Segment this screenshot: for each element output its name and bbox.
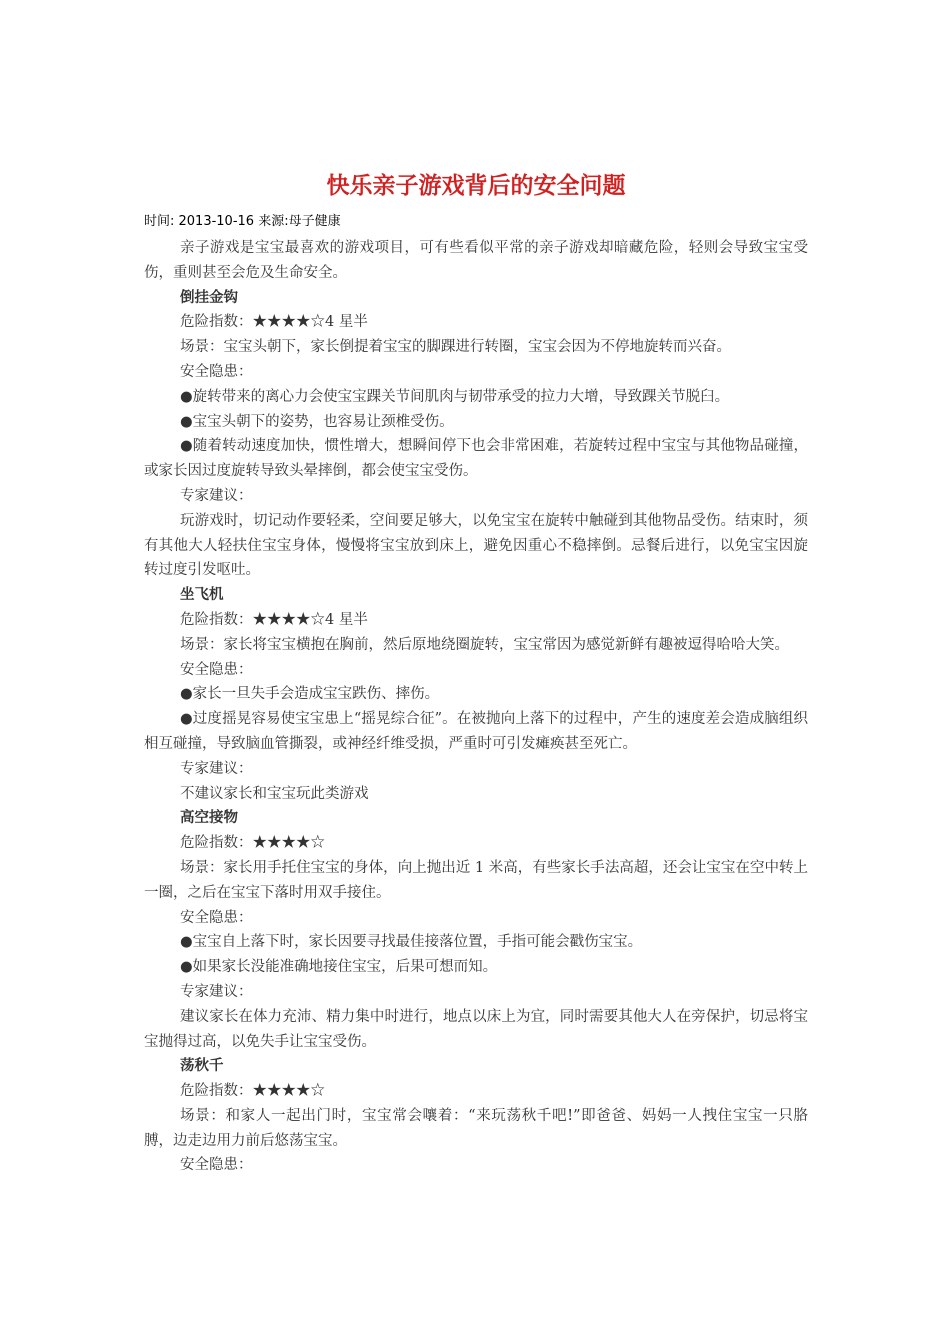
danger-index: 危险指数：★★★★☆ bbox=[180, 1083, 325, 1100]
article-body bbox=[144, 236, 808, 1178]
scene-text: 场景：家长将宝宝横抱在胸前，然后原地绕圈旋转，宝宝常因为感觉新鲜有趣被逗得哈哈大笑。 bbox=[180, 636, 789, 653]
advice-label: 专家建议： bbox=[180, 487, 253, 504]
hazard-item: ●如果家长没能准确地接住宝宝，后果可想而知。 bbox=[180, 959, 498, 976]
hazard-item: ●家长一旦失手会造成宝宝跌伤、摔伤。 bbox=[180, 686, 440, 703]
hazard-label: 安全隐患： bbox=[180, 363, 253, 380]
scene-text: 场景：家长用手托住宝宝的身体，向上抛出近 1 米高，有些家长手法高超，还会让宝宝在空中转上一圈，之后在宝宝下落时用双手接住。 bbox=[144, 859, 808, 901]
hazard-item: ●宝宝自上落下时，家长因要寻找最佳接落位置，手指可能会戳伤宝宝。 bbox=[180, 934, 643, 951]
section-heading: 倒挂金钩 bbox=[180, 289, 238, 306]
hazard-label: 安全隐患： bbox=[180, 909, 253, 926]
intro-paragraph: 亲子游戏是宝宝最喜欢的游戏项目，可有些看似平常的亲子游戏却暗藏危险，轻则会导致宝宝受伤，重则甚至会危及生命安全。 bbox=[144, 240, 808, 281]
advice-label: 专家建议： bbox=[180, 760, 253, 777]
hazard-item: ●随着转动速度加快，惯性增大，想瞬间停下也会非常困难，若旋转过程中宝宝与其他物品碰撞，或家长因过度旋转导致头晕摔倒，都会使宝宝受伤。 bbox=[144, 438, 808, 480]
danger-index: 危险指数：★★★★☆ bbox=[180, 835, 325, 852]
hazard-item: ●宝宝头朝下的姿势，也容易让颈椎受伤。 bbox=[180, 413, 454, 430]
hazard-label: 安全隐患： bbox=[180, 1157, 253, 1174]
section-heading: 荡秋千 bbox=[180, 1058, 224, 1075]
advice-label: 专家建议： bbox=[180, 983, 253, 1000]
section-heading: 高空接物 bbox=[180, 810, 238, 827]
advice-text: 玩游戏时，切记动作要轻柔，空间要足够大，以免宝宝在旋转中触碰到其他物品受伤。结束时，须有其他大人轻扶住宝宝身体，慢慢将宝宝放到床上，避免因重心不稳摔倒。忌餐后进行，以免宝宝因旋转过度引发呕吐。 bbox=[144, 512, 808, 579]
scene-text: 场景：宝宝头朝下，家长倒提着宝宝的脚踝进行转圈，宝宝会因为不停地旋转而兴奋。 bbox=[180, 339, 731, 356]
hazard-label: 安全隐患： bbox=[180, 661, 253, 678]
scene-text: 场景：和家人一起出门时，宝宝常会嚷着：“来玩荡秋千吧!”即爸爸、妈妈一人拽住宝宝一只胳膊，边走边用力前后悠荡宝宝。 bbox=[144, 1107, 808, 1149]
danger-index: 危险指数：★★★★☆4 星半 bbox=[180, 314, 368, 331]
hazard-item: ●旋转带来的离心力会使宝宝踝关节间肌肉与韧带承受的拉力大增，导致踝关节脱臼。 bbox=[180, 388, 730, 405]
danger-index: 危险指数：★★★★☆4 星半 bbox=[180, 611, 368, 628]
section-heading: 坐飞机 bbox=[180, 587, 224, 604]
document-page bbox=[144, 168, 808, 1178]
hazard-item: ●过度摇晃容易使宝宝患上“摇晃综合征”。在被抛向上落下的过程中，产生的速度差会造成脑组织相互碰撞，导致脑血管撕裂，或神经纤维受损，严重时可引发瘫痪甚至死亡。 bbox=[144, 711, 808, 752]
advice-text: 不建议家长和宝宝玩此类游戏 bbox=[180, 785, 369, 802]
article-title: 快乐亲子游戏背后的安全问题 bbox=[326, 173, 626, 199]
advice-text: 建议家长在体力充沛、精力集中时进行，地点以床上为宜，同时需要其他大人在旁保护，切忌将宝宝抛得过高，以免失手让宝宝受伤。 bbox=[144, 1008, 808, 1050]
article-meta: 时间: 2013-10-16 来源:母子健康 bbox=[144, 214, 341, 229]
